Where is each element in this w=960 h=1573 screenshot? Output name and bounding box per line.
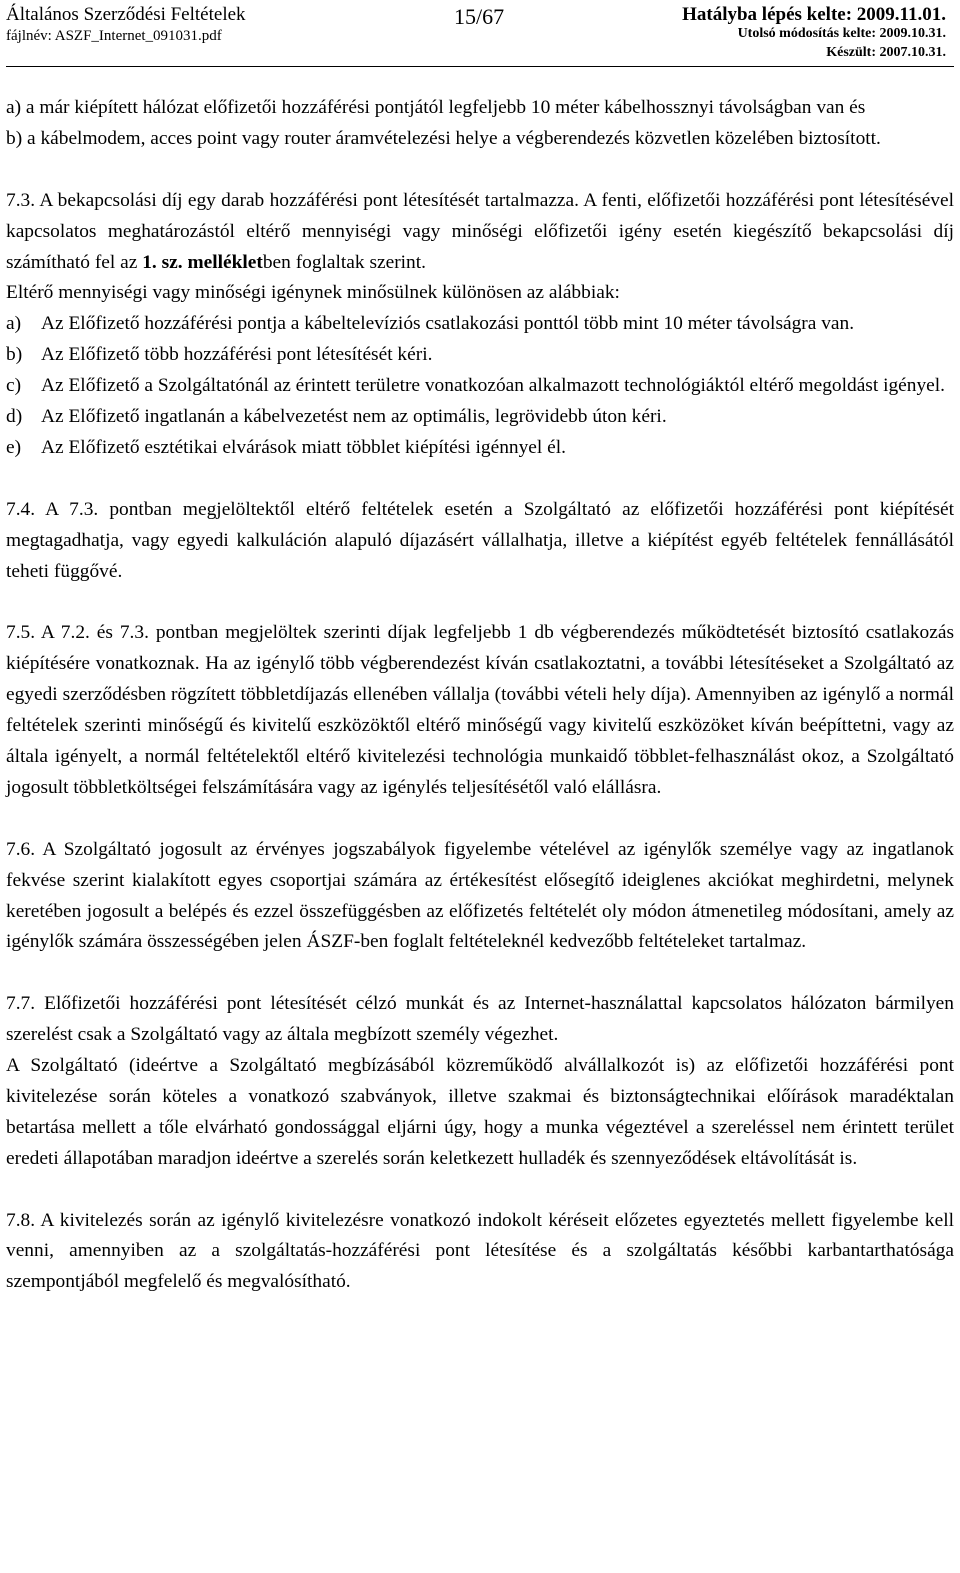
list-item-text: Az Előfizető a Szolgáltatónál az érintett területre vonatkozóan alkalmazott technológiáktól eltérő megoldást igényel. (41, 375, 946, 397)
page-number: 15/67 (454, 4, 505, 29)
annex-reference: 1. sz. melléklet (142, 251, 263, 273)
paragraph: a) a már kiépített hálózat előfizetői hozzáférési pontjától legfeljebb 10 méter kábelhossznyi távolságban van és (6, 97, 866, 118)
section-7-5: 7.5. A 7.2. és 7.3. pontban megjelöltek szerinti díjak legfeljebb 1 db végberendezés működtetését biztosító csatlakozás kiépítésére vonatkoznak. Ha az igénylő több végberendezést kíván csatlakoztatni, a további létesítéseket a Szolgáltató az egyedi szerződésben rögzített többletdíjazás ellenében vállalja (további vételi hely díja). Amennyiben az igénylő a normál feltételek szerinti minőségű és kivitelű eszközöktől eltérő minőségű vagy kivitelű eszközöket kíván beépíttetni, vagy az általa igényelt, a normál feltételektől eltérő kivitelezési technológia munkaidő többlet-felhasználást okoz, a Szolgáltató jogosult többletköltségei felszámítására vagy az igénylés teljesítésétől való elállásra. (6, 622, 954, 798)
page-header (6, 2, 954, 67)
list-item (6, 433, 954, 464)
section-7-3-text: 7.3. A bekapcsolási díj egy darab hozzáférési pont létesítését tartalmazza. A fenti, előfizetői hozzáférési pont létesítésével kapcsolatos meghatározástól eltérő mennyiségi vagy minőségi előfizetői igény esetén kiegészítő bekapcsolási díj számítható fel az (6, 189, 954, 273)
list-item-text: Az Előfizető ingatlanán a kábelvezetést nem az optimális, legrövidebb úton kéri. (41, 406, 667, 428)
effective-date: Hatályba lépés kelte: 2009.11.01. (682, 4, 946, 25)
section-7-8: 7.8. A kivitelezés során az igénylő kivitelezésre vonatkozó indokolt kéréseit előzetes egyeztetés mellett figyelembe kell venni, amennyiben az a szolgáltatás-hozzáférési pont létesítése és a szolgáltatás későbbi karbantarthatósága szempontjából megfelelő és megvalósítható. (6, 1209, 954, 1293)
paragraph: Eltérő mennyiségi vagy minőségi igénynek minősülnek különösen az alábbiak: (6, 282, 620, 304)
list-item-label: e) (6, 436, 22, 458)
section-7-7-paragraph-2: A Szolgáltató (ideértve a Szolgáltató megbízásából közreműködő alvállalkozót is) az előfizetői hozzáférési pont kivitelezése során köteles a vonatkozó szabványok, illetve szakmai és biztonságtechnikai előírások maradéktalan betartása mellett a tőle elvárható gondossággal eljárni úgy, hogy a munka végeztével a szereléssel nem érintett terület eredeti állapotában maradjon ideértve a szerelés során keletkezett hulladék és szennyeződések eltávolítását is. (6, 1055, 954, 1169)
list-item (6, 340, 954, 371)
section-7-7: 7.7. Előfizetői hozzáférési pont létesítését célzó munkát és az Internet-használattal kapcsolatos hálózaton bármilyen szerelést csak a Szolgáltató vagy az általa megbízott személy végezhet. (6, 993, 954, 1046)
file-name: fájlnév: ASZF_Internet_091031.pdf (6, 28, 222, 44)
list-item (6, 371, 954, 402)
created-date: Készült: 2007.10.31. (826, 45, 946, 60)
list-item (6, 402, 954, 433)
list-item-label: c) (6, 375, 22, 397)
paragraph: b) a kábelmodem, acces point vagy router áramvételezési helye a végberendezés közvetlen közelében biztosított. (6, 127, 881, 149)
document-title: Általános Szerződési Feltételek (6, 4, 246, 25)
document-body (6, 93, 954, 1298)
list-item-text: Az Előfizető esztétikai elvárások miatt többlet kiépítési igénnyel él. (41, 436, 566, 458)
list-item-text: Az Előfizető hozzáférési pontja a kábeltelevíziós csatlakozási ponttól több mint 10 méter távolságra van. (41, 313, 855, 335)
list-item-label: b) (6, 344, 23, 366)
list-item-label: d) (6, 406, 23, 428)
list-item-label: a) (6, 313, 22, 335)
list-item-text: Az Előfizető több hozzáférési pont létesítését kéri. (41, 344, 433, 366)
modified-date: Utolsó módosítás kelte: 2009.10.31. (737, 26, 946, 41)
section-7-6: 7.6. A Szolgáltató jogosult az érvényes jogszabályok figyelembe vételével az igénylők személye vagy az ingatlanok fekvése szerint kialakított egyes csoportjai számára az értékesítést elősegítő ideiglenes akciókat meghirdetni, melynek keretében jogosult a belépés és ezzel összefüggésben az előfizetés feltételét oly módon átmenetileg módosítani, amely az igénylők számára összességében jelen ÁSZF-ben foglalt feltételeknél kedvezőbb feltételeket tartalmaz. (6, 838, 954, 953)
section-7-4: 7.4. A 7.3. pontban megjelöltektől eltérő feltételek esetén a Szolgáltató az előfizetői hozzáférési pont kiépítését megtagadhatja, vagy egyedi kalkuláción alapuló díjazásért vállalhatja, illetve a kiépítést egyéb feltételek fennállásától teheti függővé. (6, 498, 954, 582)
list-item (6, 309, 954, 340)
section-7-3-tail: ben foglaltak szerint. (262, 251, 426, 273)
section-7-3 (6, 186, 954, 279)
